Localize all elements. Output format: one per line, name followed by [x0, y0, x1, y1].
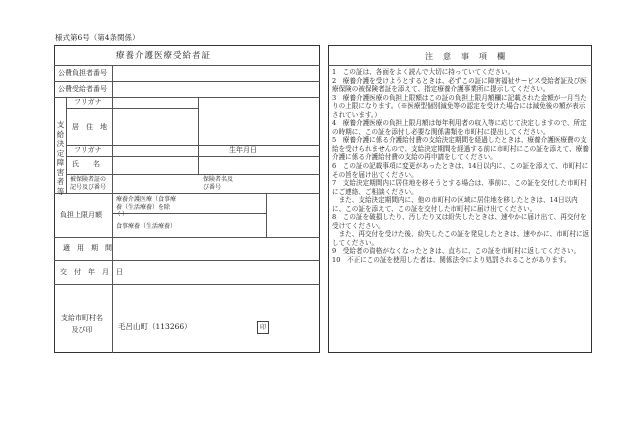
note-item: 3 療養介護医療の負担上限額はこの証の負担上限月額欄に記載された金額が一月当たりの上限になります。（※医療型個別減免等の認定を受けた場合には減免後の額が表示されています。） [332, 93, 587, 119]
note-item: 6 この証の記載事項に変更があったときは、14日以内に、この証を添えて、市町村にその旨を届け出てください。 [332, 162, 589, 179]
address-label: 居 住 地 [72, 123, 107, 131]
note-item: 5 療養介護に係る介護給付費の支給決定期間を経過したときは、療養介護医療費の支給を受けられませんので、支給決定期間を経過する前に市町村にこの証を添えて、療養介護に係る介護給付費の支給の再申請をしてください。 [332, 136, 589, 162]
application-period-label: 適 用 期 間 [63, 244, 112, 252]
note-item: 9 受給者の資格がなくなったときは、直ちに、この証を市町村に返してください。 [332, 247, 581, 256]
note-item: また、支給決定期間内に、他の市町村の区域に居住地を移したときは、14日以内に、この証を添えて、この証を交付した市町村に届け出てください。 [332, 196, 578, 213]
burden-limit-medical-label: 療養介護医療（食事療養（生活療養）を除く） [116, 196, 177, 218]
seal-mark: 印 [257, 321, 269, 334]
notes-title: 注 意 事 項 欄 [425, 52, 506, 61]
burden-limit-meal-label: 食事療養（生活療養） [116, 223, 177, 230]
note-item: 10 不正にこの証を使用した者は、関係法令により処罰されることがあります。 [332, 256, 571, 265]
note-item: 4 療養介護医療の負担上限月額は毎年利用者の収入等に応じて決定しますので、所定の時期に、この証を添付し必要な関係書類を市町村に提出してください。 [332, 119, 587, 136]
payer-number-label: 公費負担者番号 [58, 69, 107, 77]
furigana-label-2: フリガナ [74, 146, 102, 154]
form-number: 様式第6号（第4条関係） [55, 33, 140, 42]
recipient-number-label: 公費受給者番号 [58, 85, 107, 93]
insurer-label: 保険者名及び番号 [203, 176, 234, 191]
insured-card-number-label: 被保険者証の記号及び番号 [70, 176, 107, 191]
furigana-label-1: フリガナ [74, 98, 102, 106]
issue-date-label: 交 付 年 月 日 [60, 268, 123, 276]
note-item: また、再交付を受けた後、紛失したこの証を発見したときは、速やかに、市町村に返してください。 [332, 230, 590, 247]
note-item: 7 支給決定期間内に居住地を移そうとする場合は、事前に、この証を交付した市町村にご連絡、ご相談ください。 [332, 179, 587, 196]
birth-date-label: 生年月日 [229, 146, 257, 154]
note-item: 2 療養介護を受けようとするときは、必ずこの証に障害福祉サービス受給者証及び医療保険の被保険者証を添えて、指定療養介護事業所に提示してください。 [332, 76, 587, 94]
notes-list [332, 68, 590, 265]
note-item: 8 この証を破損したり、汚したり又は紛失したときは、速やかに届け出て、再交付を受けてください。 [332, 213, 587, 230]
burden-limit-label: 負担上限月額 [60, 211, 102, 219]
beneficiary-side-label: 支給決定障害者等 [56, 120, 65, 196]
note-item: 1 この証は、各面をよく読んで大切に持っていてください。 [332, 68, 515, 76]
municipality-label: 支給市町村名及び印 [61, 314, 103, 334]
name-label: 氏 名 [72, 160, 100, 168]
municipality-value: 毛呂山町（113266） [118, 322, 192, 331]
certificate-title: 療養介護医療受給者証 [116, 51, 212, 61]
